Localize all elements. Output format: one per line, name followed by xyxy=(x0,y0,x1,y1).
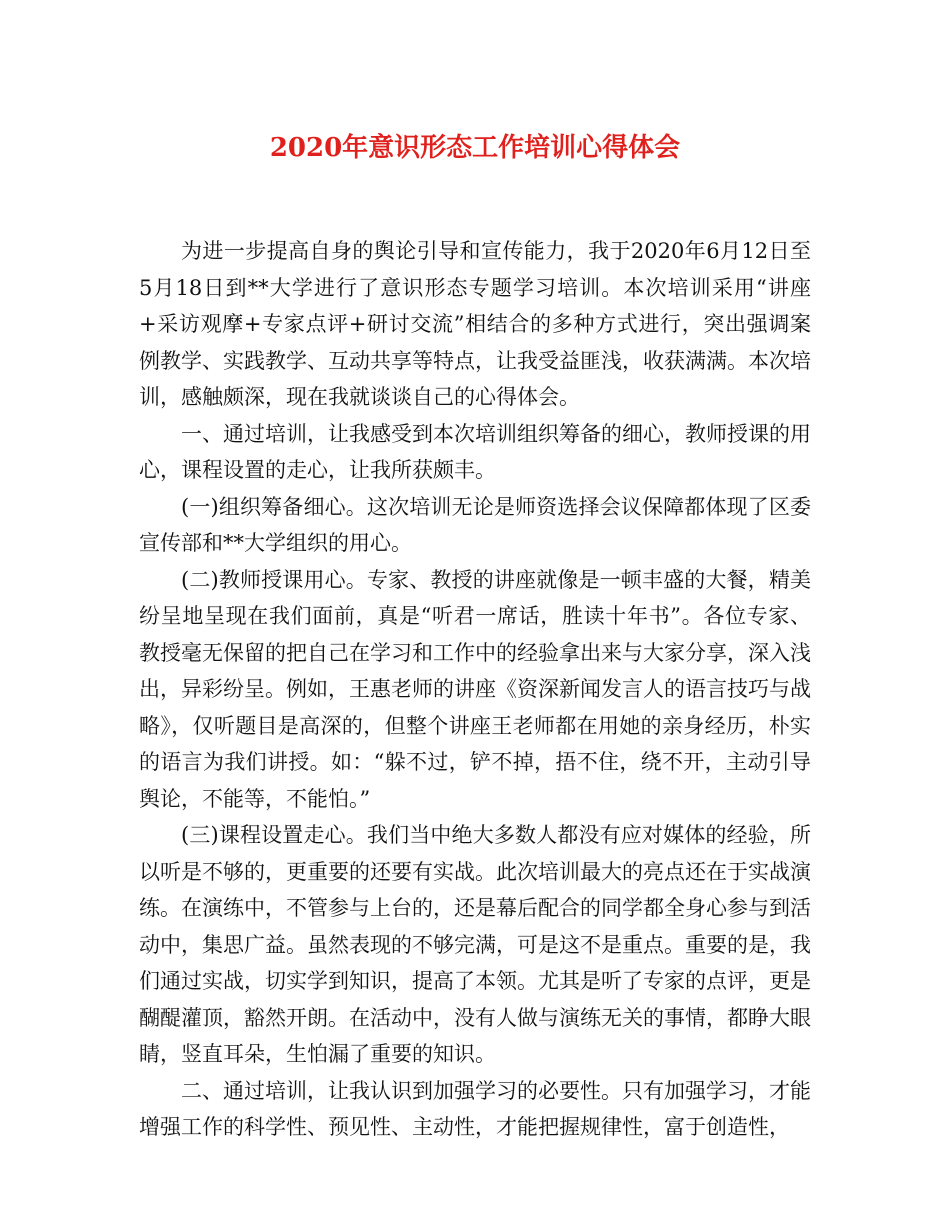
paragraph-sub-three: (三)课程设置走心。我们当中绝大多数人都没有应对媒体的经验，所以听是不够的，更重要的还要有实战。此次培训最大的亮点还在于实战演练。在演练中，不管参与上台的，还是幕后配合的同学都全身心参与到活动中，集思广益。虽然表现的不够完满，可是这不是重点。重要的是，我们通过实战，切实学到知识，提高了本领。尤其是听了专家的点评，更是醐醍灌顶，豁然开朗。在活动中，没有人做与演练无关的事情，都睁大眼睛，竖直耳朵，生怕漏了重要的知识。 xyxy=(139,823,811,1066)
paragraph-section-two: 二、通过培训，让我认识到加强学习的必要性。只有加强学习，才能增强工作的科学性、预见性、主动性，才能把握规律性，富于创造性， xyxy=(139,1078,811,1139)
paragraph-intro: 为进一步提高自身的舆论引导和宣传能力，我于2020年6月12日至5月18日到**大学进行了意识形态专题学习培训。本次培训采用“讲座+采访观摩+专家点评+研讨交流”相结合的多种方式进行，突出强调案例教学、实践教学、互动共享等特点，让我受益匪浅，收获满满。本次培训，感触颇深，现在我就谈谈自己的心得体会。 xyxy=(139,239,811,409)
paragraph-section-one: 一、通过培训，让我感受到本次培训组织筹备的细心，教师授课的用心，课程设置的走心，让我所获颇丰。 xyxy=(139,421,811,482)
paragraph-sub-two: (二)教师授课用心。专家、教授的讲座就像是一顿丰盛的大餐，精美纷呈地呈现在我们面前，真是“听君一席话，胜读十年书”。各位专家、教授毫无保留的把自己在学习和工作中的经验拿出来与大家分享，深入浅出，异彩纷呈。例如，王惠老师的讲座《资深新闻发言人的语言技巧与战略》，仅听题目是高深的，但整个讲座王老师都在用她的亲身经历，朴实的语言为我们讲授。如：“躲不过，铲不掉，捂不住，绕不开，主动引导舆论，不能等，不能怕。” xyxy=(139,567,811,811)
paragraph-sub-one: (一)组织筹备细心。这次培训无论是师资选择会议保障都体现了区委宣传部和**大学组织的用心。 xyxy=(139,494,811,555)
document-body xyxy=(139,233,811,1146)
document-title: 2020年意识形态工作培训心得体会 xyxy=(269,133,681,163)
